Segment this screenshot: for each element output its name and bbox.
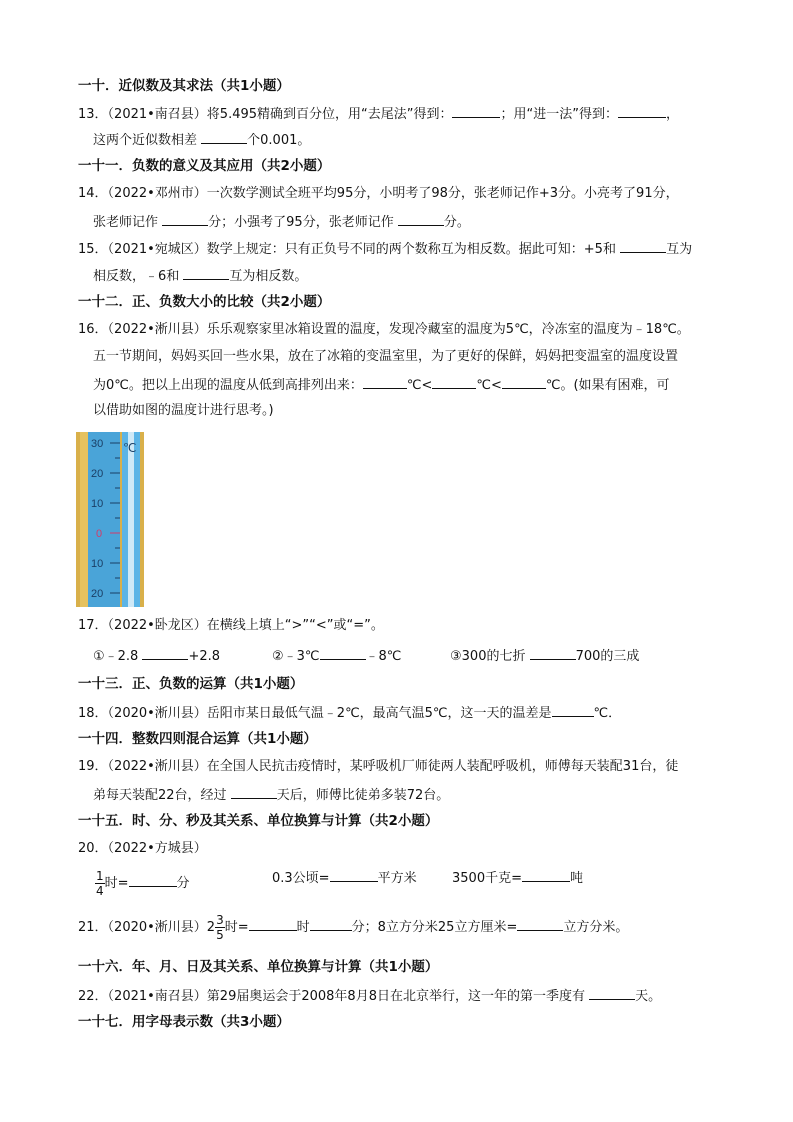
answer-blank[interactable] — [310, 917, 352, 931]
section-heading: 一十二．正、负数大小的比较（共2小题） — [78, 294, 331, 310]
section-heading: 一十四．整数四则混合运算（共1小题） — [78, 731, 317, 747]
fraction — [215, 913, 225, 942]
question-text: 21．（2020•淅川县）2 — [78, 920, 216, 935]
section-heading: 一十．近似数及其求法（共1小题） — [78, 78, 290, 94]
tick-label-zero: 0 — [96, 528, 103, 540]
tick-label: 30 — [91, 438, 104, 450]
question-text: 张老师记作 — [93, 215, 159, 230]
question-17-item-3 — [450, 646, 639, 666]
question-text: ， — [665, 107, 679, 122]
question-22 — [78, 986, 733, 1006]
question-text: 时 — [296, 920, 310, 935]
answer-blank[interactable] — [502, 375, 546, 389]
thermometer-image — [76, 432, 144, 607]
question-15-line-1 — [78, 239, 733, 259]
question-text: 相反数，﹣6和 — [93, 269, 180, 284]
answer-blank[interactable] — [363, 375, 407, 389]
question-text: ②﹣3℃ — [272, 649, 320, 664]
question-19-line-1: 19．（2022•淅川县）在全国人民抗击疫情时，某呼吸机厂师徒两人装配呼吸机，师傅每天装配31台，徒 — [78, 759, 679, 774]
answer-blank[interactable] — [589, 986, 635, 1000]
fraction — [95, 869, 105, 898]
thermometer-column — [128, 432, 134, 607]
question-16-line-3 — [93, 375, 733, 395]
section-heading: 一十五．时、分、秒及其关系、单位换算与计算（共2小题） — [78, 813, 439, 829]
question-text: 700的三成 — [575, 649, 640, 664]
question-text: ℃< — [476, 378, 502, 393]
tick-label: 10 — [91, 558, 104, 570]
question-text: 13．（2021•南召县）将5.495精确到百分位，用“去尾法”得到： — [78, 107, 453, 122]
question-text: 这两个近似数相差 — [93, 133, 198, 148]
question-text: 3500千克= — [452, 871, 522, 886]
tick-label: 20 — [91, 588, 104, 600]
question-text: 时= — [104, 876, 129, 891]
question-text: ℃． — [593, 706, 622, 721]
question-text: 互为 — [666, 242, 693, 257]
tick-label: 20 — [91, 468, 104, 480]
unit-label: ℃ — [123, 441, 137, 455]
answer-blank[interactable] — [432, 375, 476, 389]
question-text: 分 — [176, 876, 190, 891]
question-text: 弟每天装配22台，经过 — [93, 788, 227, 803]
answer-blank[interactable] — [162, 212, 208, 226]
answer-blank[interactable] — [231, 785, 277, 799]
question-15-line-2 — [93, 266, 733, 286]
question-text: 分。 — [443, 215, 470, 230]
section-heading: 一十六．年、月、日及其关系、单位换算与计算（共1小题） — [78, 959, 439, 975]
fraction-numerator: 3 — [216, 913, 224, 927]
question-text: 互为相反数。 — [229, 269, 308, 284]
question-text: 0.3公顷= — [272, 871, 330, 886]
answer-blank[interactable] — [142, 646, 188, 660]
question-text: +2.8 — [188, 649, 221, 664]
answer-blank[interactable] — [330, 868, 378, 882]
section-heading: 一十一．负数的意义及其应用（共2小题） — [78, 158, 331, 174]
question-text: 为0℃。把以上出现的温度从低到高排列出来： — [93, 378, 363, 393]
question-21 — [78, 910, 628, 946]
question-19-line-2 — [93, 785, 733, 805]
question-text: 时= — [224, 920, 249, 935]
question-20-item-3 — [452, 868, 583, 888]
answer-blank[interactable] — [129, 873, 177, 887]
answer-blank[interactable] — [452, 104, 500, 118]
question-text: ①﹣2.8 — [93, 649, 139, 664]
question-text: 吨 — [569, 871, 583, 886]
answer-blank[interactable] — [201, 130, 247, 144]
question-text: ③300的七折 — [450, 649, 526, 664]
question-17-item-2 — [272, 646, 401, 666]
fraction-numerator: 1 — [96, 869, 104, 883]
answer-blank[interactable] — [552, 703, 594, 717]
tick-label: 10 — [91, 498, 104, 510]
question-16-line-4: 以借助如图的温度计进行思考。) — [93, 403, 274, 418]
answer-blank[interactable] — [522, 868, 570, 882]
question-13-line-2 — [93, 130, 733, 150]
section-heading: 一十三．正、负数的运算（共1小题） — [78, 676, 304, 692]
fraction-denominator: 4 — [96, 884, 104, 898]
answer-blank[interactable] — [620, 239, 666, 253]
question-20-item-2 — [272, 868, 417, 888]
question-text: 分；小强考了95分，张老师记作 — [208, 215, 394, 230]
fraction-denominator: 5 — [216, 928, 224, 942]
question-14-line-2 — [93, 212, 733, 232]
question-text: 立方分米。 — [563, 920, 629, 935]
question-13-line-1 — [78, 104, 733, 124]
answer-blank[interactable] — [398, 212, 444, 226]
section-heading: 一十七．用字母表示数（共3小题） — [78, 1014, 290, 1030]
question-text: 个0.001。 — [247, 133, 311, 148]
question-text: 天后，师傅比徒弟多装72台。 — [276, 788, 450, 803]
question-20-item-1 — [95, 866, 190, 902]
question-16-line-2: 五一节期间，妈妈买回一些水果，放在了冰箱的变温室里，为了更好的保鲜，妈妈把变温室的温度设置 — [93, 349, 679, 364]
question-20-line-1: 20．（2022•方城县） — [78, 841, 207, 856]
question-text: ﹣8℃ — [365, 649, 402, 664]
question-text: ℃< — [406, 378, 433, 393]
question-text: 22．（2021•南召县）第29届奥运会于2008年8月8日在北京举行，这一年的第一季度有 — [78, 989, 585, 1004]
question-text: 分；8立方分米25立方厘米= — [351, 920, 518, 935]
answer-blank[interactable] — [320, 646, 366, 660]
answer-blank[interactable] — [183, 266, 229, 280]
answer-blank[interactable] — [530, 646, 576, 660]
question-text: 15．（2021•宛城区）数学上规定：只有正负号不同的两个数称互为相反数。据此可知：+5和 — [78, 242, 616, 257]
answer-blank[interactable] — [517, 917, 563, 931]
answer-blank[interactable] — [618, 104, 666, 118]
question-text: ℃。(如果有困难，可 — [545, 378, 670, 393]
answer-blank[interactable] — [249, 917, 297, 931]
question-17-item-1 — [93, 646, 220, 666]
question-14-line-1: 14．（2022•邓州市）一次数学测试全班平均95分，小明考了98分，张老师记作+3分。小亮考了91分， — [78, 186, 679, 201]
question-text: 18．（2020•淅川县）岳阳市某日最低气温﹣2℃，最高气温5℃，这一天的温差是 — [78, 706, 552, 721]
question-17-line-1: 17．（2022•卧龙区）在横线上填上“>”“<”或“=”。 — [78, 618, 384, 633]
question-text: 天。 — [635, 989, 662, 1004]
question-text: 平方米 — [377, 871, 417, 886]
question-16-line-1: 16．（2022•淅川县）乐乐观察家里冰箱设置的温度，发现冷藏室的温度为5℃，冷冻室的温度为﹣18℃。 — [78, 322, 690, 337]
question-text: ；用“进一法”得到： — [500, 107, 618, 122]
question-18 — [78, 703, 733, 723]
